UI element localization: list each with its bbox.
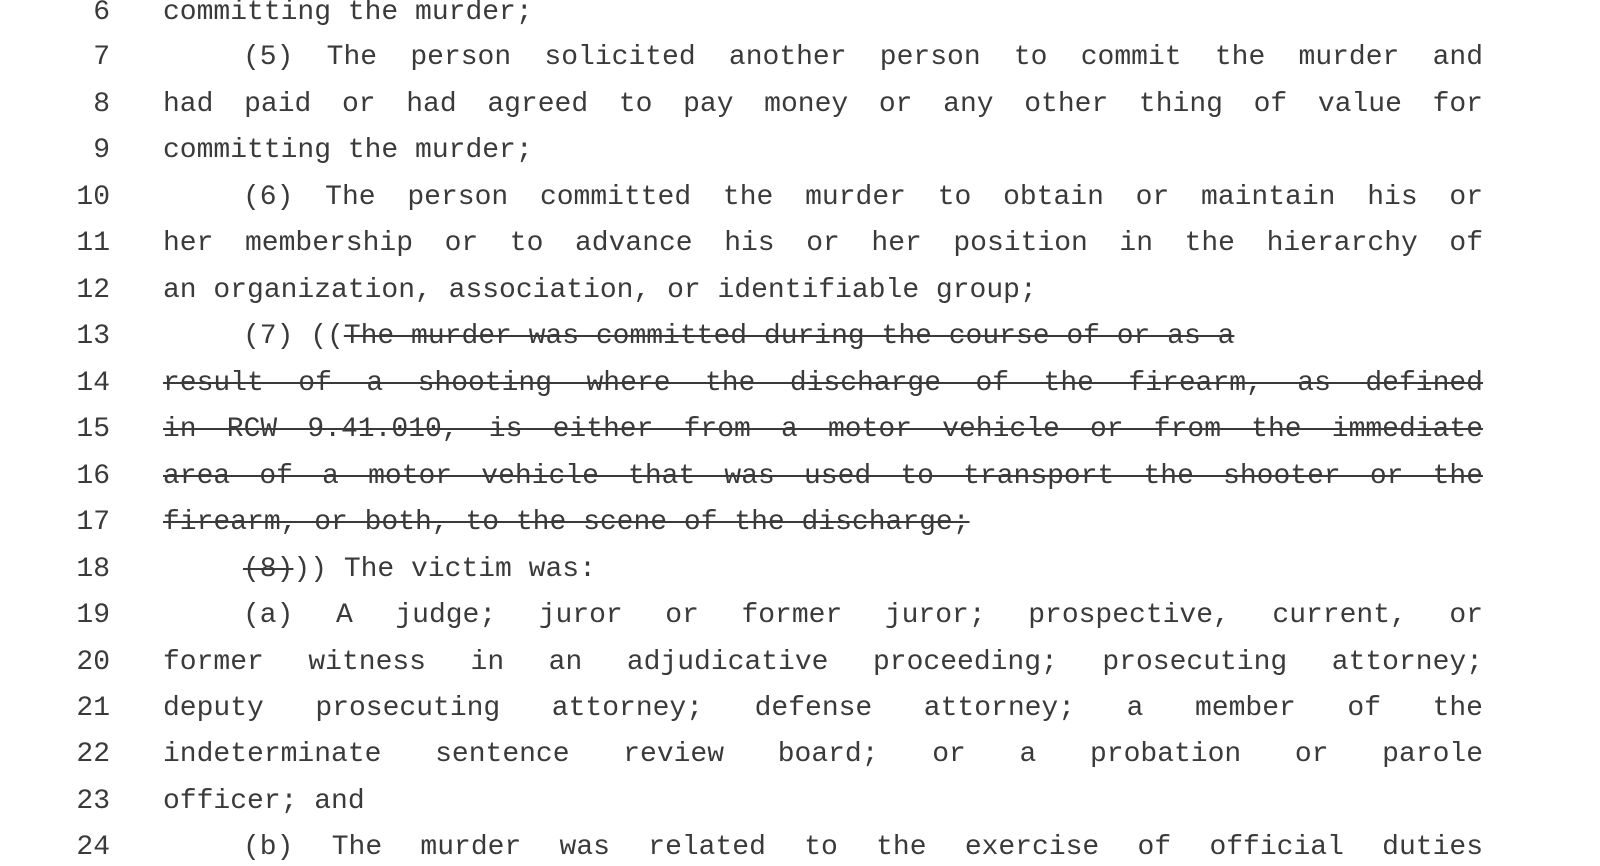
struck-text: The murder was committed during the course of or as a [343, 321, 1235, 352]
line-number: 17 [76, 507, 110, 538]
line-number: 20 [76, 647, 110, 678]
document-line [0, 220, 1600, 267]
line-number: 19 [76, 600, 110, 631]
line-text: (b) The murder was related to the exercise of official duties [243, 832, 1483, 863]
document-line [0, 685, 1600, 732]
document-line [0, 313, 1600, 360]
line-number: 9 [93, 135, 110, 166]
document-line [0, 731, 1600, 778]
line-number: 12 [76, 275, 110, 306]
struck-text: firearm, or both, to the scene of the discharge; [163, 507, 970, 538]
document-line [0, 406, 1600, 453]
line-number: 7 [93, 42, 110, 73]
struck-text: result of a shooting where the discharge of the firearm, as defined [163, 368, 1483, 399]
line-number: 24 [76, 832, 110, 863]
line-text: an organization, association, or identifiable group; [163, 275, 1037, 306]
document-line [0, 0, 1600, 36]
document-line [0, 453, 1600, 500]
line-number: 22 [76, 739, 110, 770]
line-text: former witness in an adjudicative proceeding; prosecuting attorney; [163, 647, 1483, 678]
document-line [0, 639, 1600, 686]
line-text: (a) A judge; juror or former juror; prospective, current, or [243, 600, 1483, 631]
line-number: 15 [76, 414, 110, 445]
line-text: had paid or had agreed to pay money or any other thing of value for [163, 89, 1483, 120]
document-line [0, 34, 1600, 81]
line-text [243, 546, 1483, 593]
line-number: 11 [76, 228, 110, 259]
struck-text: in RCW 9.41.010, is either from a motor vehicle or from the immediate [163, 414, 1483, 445]
line-text: (5) The person solicited another person to commit the murder and [243, 42, 1483, 73]
document-line [0, 546, 1600, 593]
struck-text: area of a motor vehicle that was used to transport the shooter or the [163, 461, 1483, 492]
document-line [0, 499, 1600, 546]
line-number: 21 [76, 693, 110, 724]
document-line [0, 267, 1600, 314]
line-number: 8 [93, 89, 110, 120]
document-line [0, 824, 1600, 866]
document-line [0, 174, 1600, 221]
line-text: her membership or to advance his or her position in the hierarchy of [163, 228, 1483, 259]
line-text: deputy prosecuting attorney; defense attorney; a member of the [163, 693, 1483, 724]
line-number: 6 [93, 0, 110, 28]
line-number: 23 [76, 786, 110, 817]
line-text: officer; and [163, 786, 365, 817]
line-number: 18 [76, 554, 110, 585]
line-text [243, 313, 1483, 360]
line-text: (6) The person committed the murder to obtain or maintain his or [243, 182, 1483, 213]
line-number: 10 [76, 182, 110, 213]
amendment-open-marker: (7) (( [243, 321, 344, 352]
line-number: 14 [76, 368, 110, 399]
struck-text: (8) [243, 554, 294, 585]
document-line [0, 592, 1600, 639]
line-number: 16 [76, 461, 110, 492]
line-text: committing the murder; [163, 135, 533, 166]
line-text: committing the murder; [163, 0, 533, 28]
amendment-close-text: )) The victim was: [293, 554, 596, 585]
document-line [0, 360, 1600, 407]
document-line [0, 81, 1600, 128]
document-line [0, 127, 1600, 174]
line-text: indeterminate sentence review board; or a probation or parole [163, 739, 1483, 770]
document-line [0, 778, 1600, 825]
line-number: 13 [76, 321, 110, 352]
